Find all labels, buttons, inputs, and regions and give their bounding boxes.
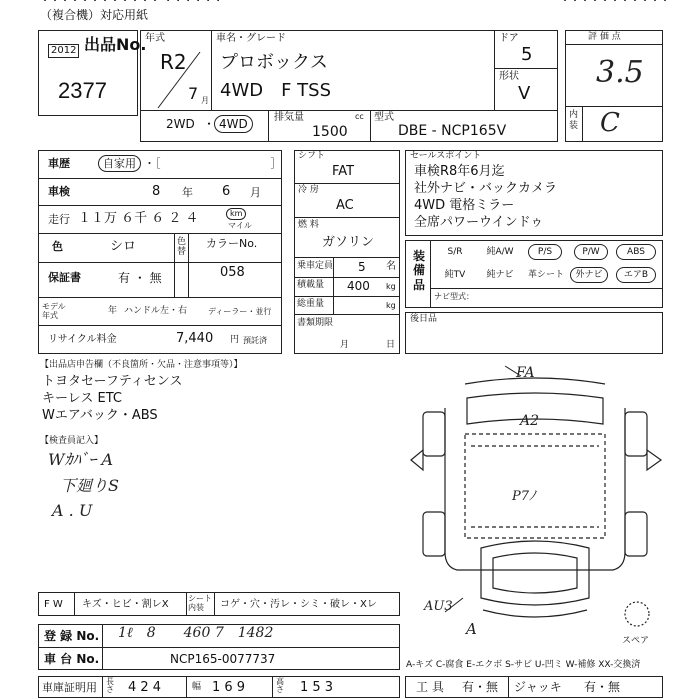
recycle-note: 預託済 xyxy=(243,336,267,345)
equip-tv: 純TV xyxy=(444,270,466,280)
legend-line: A-キズ C-腐食 E-エクボ S-サビ U-凹ミ W-補修 XX-交換済 xyxy=(406,660,641,670)
chassis-value: NCP165-0077737 xyxy=(170,652,276,666)
inspector-label: 【検査員記入】 xyxy=(40,436,104,446)
inspector-note-3: A . U xyxy=(52,501,93,520)
equip-navi: 純ナビ xyxy=(486,270,514,280)
month-unit: 月 xyxy=(201,96,209,105)
shaken-year: 8 xyxy=(152,184,161,199)
displacement-unit: cc xyxy=(355,112,364,121)
equip-sr: S/R xyxy=(447,247,463,257)
jack-value: 有・無 xyxy=(584,680,621,694)
equip-pw: P/W xyxy=(574,244,608,260)
seat-conditions: コゲ・穴・汚レ・シミ・破レ・Xレ xyxy=(220,599,377,610)
color-value: シロ xyxy=(110,239,137,254)
history-label: 車歴 xyxy=(48,157,70,170)
drive-separator: ・ xyxy=(203,117,216,131)
shaken-month: 6 xyxy=(222,184,231,199)
car-name-label: 車名・グレード xyxy=(216,33,286,44)
year-era: R2 xyxy=(160,50,187,74)
ac-label: 冷 房 xyxy=(298,185,319,195)
interior-value: C xyxy=(600,108,620,138)
diagram-mark-a2: A2 xyxy=(520,413,540,429)
diagram-mark-a: A xyxy=(466,620,477,638)
equip-aftermarket-navi: 外ナビ xyxy=(570,267,608,283)
color-no-label: カラーNo. xyxy=(206,237,258,250)
diagram-mark-fa: FA xyxy=(516,365,535,381)
capacity-unit: 名 xyxy=(386,261,396,272)
equipment-label: 装備品 xyxy=(413,249,426,292)
shift-label: シフト xyxy=(298,151,326,161)
seat-interior-label: シート内装 xyxy=(188,594,212,612)
tools-label: 工 具 xyxy=(416,680,444,694)
displacement-label: 排気量 xyxy=(274,112,304,123)
color-label: 色 xyxy=(52,240,63,253)
garage-label: 車庫証明用 xyxy=(42,681,97,694)
lot-label: 出品No. xyxy=(84,35,147,54)
mileage-unit-mile: マイル xyxy=(228,221,252,230)
shaken-year-unit: 年 xyxy=(182,186,193,199)
sales-line-3: 4WD 電格ミラー xyxy=(414,198,515,213)
equip-alloy-wheel: 純A/W xyxy=(486,247,514,257)
deadline-month: 月 xyxy=(340,340,350,350)
deadline-label: 書類期限 xyxy=(297,318,334,328)
equip-abs: ABS xyxy=(616,244,656,260)
interior-label: 内装 xyxy=(569,110,579,131)
dealer-label: ディーラー・並行 xyxy=(208,307,272,316)
model-year-unit: 年 xyxy=(108,306,118,316)
registration-label: 登 録 No. xyxy=(44,629,100,643)
subtitle: （複合機）対応用紙 xyxy=(40,8,149,22)
height-value: 1 5 3 xyxy=(300,680,334,695)
aftermarket-box xyxy=(405,312,663,354)
capacity-label: 乗車定員 xyxy=(297,261,334,271)
shape-label: 形状 xyxy=(499,71,519,82)
mileage-value: １１万 ６千 ６ ２ ４ xyxy=(78,211,199,226)
fuel-label: 燃 料 xyxy=(298,220,319,230)
note-line-2: キーレス ETC xyxy=(42,391,122,406)
diagram-mark-p7: P7ﾉ xyxy=(512,489,536,504)
tools-value: 有・無 xyxy=(462,680,499,694)
note-line-3: Wエアバック・ABS xyxy=(42,408,158,423)
door-value: 5 xyxy=(521,44,533,65)
fuel-value: ガソリン xyxy=(322,235,375,250)
car-grade: 4WD F TSS xyxy=(220,80,332,101)
dealer-notes-label: 【出品店申告欄（不良箇所・欠品・注意事項等）】 xyxy=(40,360,243,370)
header-cut-text-right: ・・・・・・・・・・・ xyxy=(560,0,670,7)
mileage-unit-km: km xyxy=(226,208,246,220)
history-circled: 自家用 xyxy=(98,155,141,172)
shaken-month-unit: 月 xyxy=(250,186,261,199)
car-name: プロボックス xyxy=(220,52,328,73)
mileage-label: 走行 xyxy=(48,213,70,226)
handle-label: ハンドル xyxy=(124,306,161,316)
weight-unit: kg xyxy=(386,301,396,310)
jack-label: ジャッキ xyxy=(514,680,562,694)
year-month: 7 xyxy=(188,84,199,103)
header-cut-text: ・・・・・・・・・・・・ ・・・・・・ xyxy=(40,0,224,7)
inspector-note-2: 下廻りS xyxy=(60,476,119,495)
shift-value: FAT xyxy=(332,164,355,179)
equip-leather: 革シート xyxy=(527,270,564,280)
load-label: 積載量 xyxy=(297,280,325,290)
length-label: 長さ xyxy=(106,677,114,695)
sales-label: セールスポイント xyxy=(410,151,482,161)
height-label: 高さ xyxy=(276,677,284,695)
model-label: 型式 xyxy=(374,112,394,123)
drive-2wd: 2WD xyxy=(166,117,195,131)
fw-label: F W xyxy=(44,599,63,610)
recycle-unit: 円 xyxy=(230,335,240,345)
spec-table-left xyxy=(38,150,282,354)
sales-line-1: 車検R8年6月迄 xyxy=(414,164,505,179)
shaken-label: 車検 xyxy=(48,185,70,198)
score-label: 評 価 点 xyxy=(588,32,621,42)
front-bumper-shape xyxy=(465,378,605,384)
registration-value: 1ℓ 8 460 7 1482 xyxy=(118,625,274,641)
model-year-label: モデル 年式 xyxy=(42,302,66,320)
load-value: 400 xyxy=(347,279,370,293)
chassis-label: 車 台 No. xyxy=(44,652,100,666)
drive-4wd-circled: 4WD xyxy=(214,115,253,133)
aftermarket-label: 後日品 xyxy=(410,314,438,324)
year-stamp: 2012 xyxy=(48,44,79,58)
warranty-value: 有 ・ 無 xyxy=(118,271,162,285)
recycle-label: リサイクル料金 xyxy=(48,334,117,345)
weight-label: 総重量 xyxy=(297,299,325,309)
model-value: DBE - NCP165V xyxy=(398,123,507,139)
equip-ps: P/S xyxy=(528,244,562,260)
inspector-note-1: Wｶﾊﾞｰ A xyxy=(48,450,114,469)
capacity-value: 5 xyxy=(358,260,366,274)
ac-value: AC xyxy=(336,198,354,213)
door-label: ドア xyxy=(499,33,519,44)
recycle-value: 7,440 xyxy=(176,331,214,346)
width-label: 幅 xyxy=(192,682,202,692)
deadline-day: 日 xyxy=(386,340,396,350)
width-value: 1 6 9 xyxy=(212,680,246,695)
note-line-1: トヨタセーフティセンス xyxy=(42,374,183,389)
color-no-value: 058 xyxy=(220,265,245,280)
length-value: 4 2 4 xyxy=(128,680,162,695)
handle-value: 左・右 xyxy=(160,306,188,316)
lot-number: 2377 xyxy=(58,78,107,103)
diagram-mark-au3: AU3 xyxy=(424,599,453,614)
shape-value: V xyxy=(518,83,531,104)
score-value: 3.5 xyxy=(596,55,644,90)
sales-line-4: 全席パワーウインドゥ xyxy=(414,215,544,230)
equip-airbag: エアB xyxy=(616,267,656,283)
sales-line-2: 社外ナビ・バックカメラ xyxy=(414,181,558,196)
fw-conditions: キズ・ヒビ・割レX xyxy=(82,599,169,610)
load-unit: kg xyxy=(386,282,396,291)
displacement-value: 1500 xyxy=(312,124,348,140)
navi-model-label: ナビ型式： xyxy=(434,292,474,301)
color-change-label: 色替 xyxy=(177,237,187,257)
warranty-label: 保証書 xyxy=(48,271,81,284)
history-rest: ・［ ］ xyxy=(144,157,282,170)
spare-label: スペア xyxy=(622,636,650,646)
year-label: 年式 xyxy=(145,33,165,44)
